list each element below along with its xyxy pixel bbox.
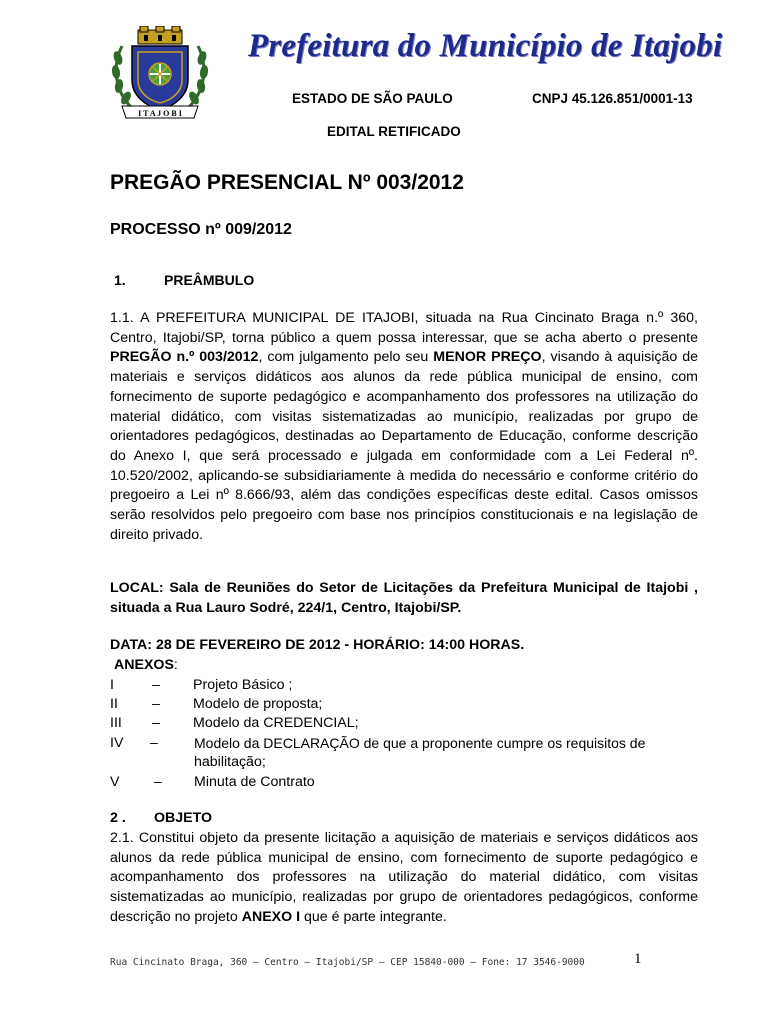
date-time-line: DATA: 28 DE FEVEREIRO DE 2012 - HORÁRIO: 14:00 HORAS. <box>110 637 525 653</box>
annex-number: III <box>110 715 122 731</box>
document-title: PREGÃO PRESENCIAL Nº 003/2012 <box>110 171 464 194</box>
menor-preco-emphasis: MENOR PREÇO <box>433 349 542 366</box>
paragraph-1-1-text-a: 1.1. A PREFEITURA MUNICIPAL DE ITAJOBI, situada na Rua Cincinato Braga n.º 360, Centro, Itajobi/SP, torna público a quem possa interessar, que se acha aberto o presente <box>110 310 698 346</box>
state-label: ESTADO DE SÃO PAULO <box>292 91 453 106</box>
paragraph-2-1-text-b: que é parte integrante. <box>300 908 447 925</box>
coat-of-arms-icon <box>108 26 212 122</box>
paragraph-2-1 <box>110 829 698 928</box>
annex-text: Modelo da CREDENCIAL; <box>193 715 359 731</box>
paragraph-1-1-text-c: , visando à aquisição de materiais e serviços didáticos aos alunos da rede pública municipal de ensino, com fornecimento de suporte pedagógico e acompanhamento dos professores na utilização do material didático, com visitas sistematizadas ao município, realizadas por grupo de orientadores pedagógicos, destinadas ao Departamento de Educação, conforme descrição do Anexo I, que será processado e julgada em conformidade com a Lei Federal nº. 10.520/2002, aplicando-se subsidiariamente à medida do necessário e conforme critério do pregoeiro a Lei nº 8.666/93, além das condições específicas deste edital. Casos omissos serão resolvidos pelo pregoeiro com base nos princípios constitucionais e na legislação de direito privado. <box>110 349 699 543</box>
annex-text: Minuta de Contrato <box>194 774 315 790</box>
anexo-i-emphasis: ANEXO I <box>241 908 301 925</box>
annex-text-continuation: habilitação; <box>194 754 266 770</box>
annex-dash: – <box>152 677 160 693</box>
municipality-title: Prefeitura do Município de Itajobi <box>248 28 723 64</box>
anexos-label: ANEXOS <box>114 657 174 673</box>
annex-dash: – <box>152 696 160 712</box>
paragraph-1-1-text-b: , com julgamento pelo seu <box>258 349 434 366</box>
anexos-colon: : <box>173 657 178 673</box>
footer-address: Rua Cincinato Braga, 360 – Centro – Itajobi/SP – CEP 15840-000 – Fone: 17 3546-9000 <box>110 957 585 968</box>
process-number: PROCESSO nº 009/2012 <box>110 221 292 238</box>
paragraph-1-1 <box>110 309 698 545</box>
local-paragraph: LOCAL: Sala de Reuniões do Setor de Licitações da Prefeitura Municipal de Itajobi , situada a Rua Lauro Sodré, 224/1, Centro, Itajobi/SP. <box>110 580 698 616</box>
annex-text: Modelo da DECLARAÇÃO de que a proponente cumpre os requisitos de <box>194 735 646 751</box>
section-2-title: OBJETO <box>154 810 213 826</box>
page-number: 1 <box>634 951 642 967</box>
crest-ribbon-text: I T A J O B I <box>138 109 182 118</box>
annex-dash: – <box>150 735 158 751</box>
cnpj-label: CNPJ 45.126.851/0001-13 <box>532 91 693 106</box>
annex-text: Projeto Básico ; <box>193 677 293 693</box>
paragraph-2-1-text-a: 2.1. Constitui objeto da presente licitação a aquisição de materiais e serviços didáticos aos alunos da rede pública municipal de ensino, com fornecimento de suporte pedagógico e acompanhamento dos professores na utilização do material didático, com visitas sistematizadas ao município, realizadas por grupo de orientadores pedagógicos, conforme descrição no projeto <box>110 830 698 925</box>
annex-text: Modelo de proposta; <box>193 696 323 712</box>
annex-number: I <box>110 677 114 693</box>
annex-dash: – <box>152 715 160 731</box>
annex-number: IV <box>110 735 124 751</box>
section-2-number: 2 . <box>110 810 126 826</box>
section-1-title: PREÂMBULO <box>164 272 255 288</box>
edital-label: EDITAL RETIFICADO <box>327 124 461 139</box>
annex-number: V <box>110 774 120 790</box>
section-1-number: 1. <box>114 272 126 288</box>
pregao-number-emphasis: PREGÃO n.º 003/2012 <box>110 349 259 366</box>
anexos-heading <box>114 657 178 673</box>
annex-dash: – <box>154 774 162 790</box>
annex-number: II <box>110 696 118 712</box>
